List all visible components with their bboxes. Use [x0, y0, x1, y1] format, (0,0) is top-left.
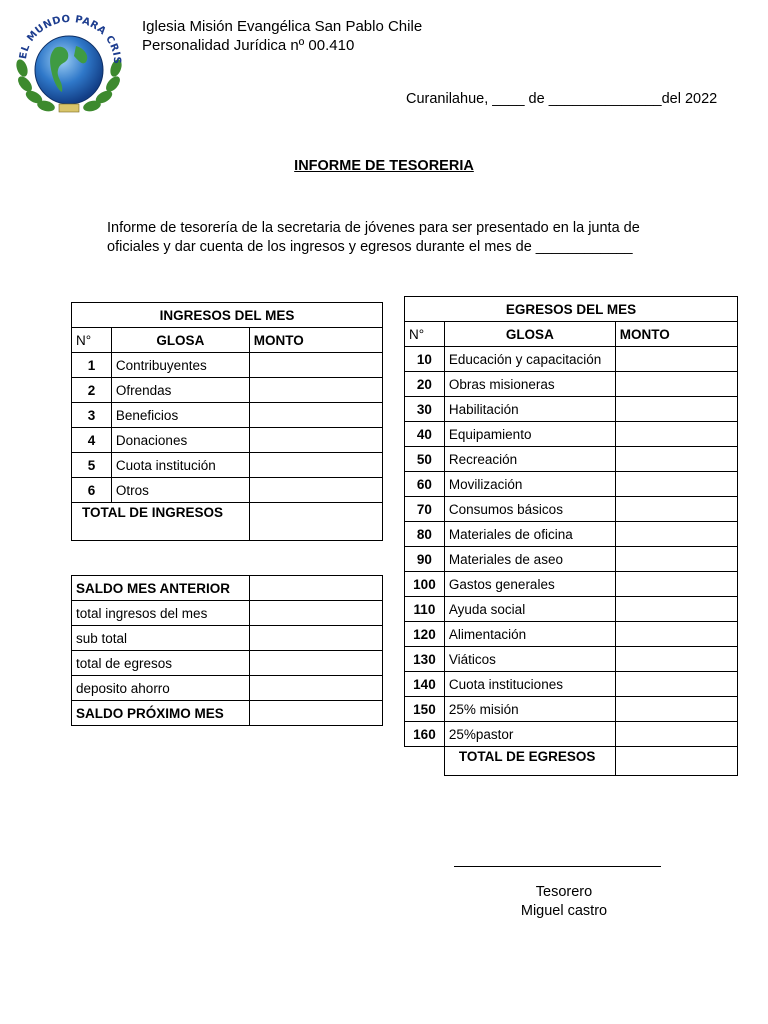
egresos-row-amount[interactable] [615, 722, 737, 747]
egresos-row-amount[interactable] [615, 597, 737, 622]
egresos-row-number: 40 [405, 422, 445, 447]
egresos-row [405, 522, 738, 547]
egresos-row-number: 160 [405, 722, 445, 747]
egresos-col-n: N° [405, 322, 445, 347]
egresos-row [405, 397, 738, 422]
egresos-row-glosa: Habilitación [444, 397, 615, 422]
egresos-row-number: 20 [405, 372, 445, 397]
ingresos-row [72, 453, 383, 478]
org-legal-id: Personalidad Jurídica nº 00.410 [142, 37, 355, 54]
saldo-row-label: total ingresos del mes [72, 601, 250, 626]
ingresos-title-row [72, 303, 383, 328]
egresos-row-glosa: Materiales de aseo [444, 547, 615, 572]
egresos-title: EGRESOS DEL MES [405, 297, 738, 322]
saldo-row [72, 626, 383, 651]
egresos-row-amount[interactable] [615, 647, 737, 672]
egresos-row-number: 130 [405, 647, 445, 672]
egresos-row [405, 647, 738, 672]
ingresos-row [72, 353, 383, 378]
saldo-row [72, 676, 383, 701]
egresos-row-amount[interactable] [615, 672, 737, 697]
signature-line [454, 866, 661, 867]
ingresos-row-glosa: Otros [111, 478, 249, 503]
egresos-total-amount[interactable] [615, 747, 737, 776]
egresos-row-number: 70 [405, 497, 445, 522]
ingresos-title: INGRESOS DEL MES [72, 303, 383, 328]
egresos-row [405, 372, 738, 397]
egresos-row [405, 447, 738, 472]
egresos-row-amount[interactable] [615, 347, 737, 372]
signature-role: Tesorero [535, 884, 593, 900]
egresos-row-amount[interactable] [615, 697, 737, 722]
egresos-row [405, 622, 738, 647]
egresos-row-number: 10 [405, 347, 445, 372]
ingresos-row-number: 2 [72, 378, 112, 403]
egresos-row-glosa: Ayuda social [444, 597, 615, 622]
saldo-row [72, 651, 383, 676]
egresos-row-number: 30 [405, 397, 445, 422]
egresos-row-glosa: 25% misión [444, 697, 615, 722]
egresos-title-row [405, 297, 738, 322]
egresos-row [405, 472, 738, 497]
egresos-col-glosa: GLOSA [444, 322, 615, 347]
egresos-row-glosa: Movilización [444, 472, 615, 497]
ingresos-col-glosa: GLOSA [111, 328, 249, 353]
egresos-total-row [405, 747, 738, 776]
ingresos-row [72, 478, 383, 503]
date-line: Curanilahue, ____ de ______________del 2022 [406, 91, 718, 107]
ingresos-row-amount[interactable] [249, 453, 382, 478]
egresos-header-row [405, 322, 738, 347]
egresos-row [405, 722, 738, 747]
saldo-row-label: SALDO MES ANTERIOR [72, 576, 250, 601]
ingresos-row-amount[interactable] [249, 428, 382, 453]
egresos-row-number: 150 [405, 697, 445, 722]
ingresos-col-n: N° [72, 328, 112, 353]
egresos-row [405, 347, 738, 372]
ingresos-col-monto: MONTO [249, 328, 382, 353]
saldo-row-amount[interactable] [249, 576, 382, 601]
ingresos-total-amount[interactable] [249, 503, 382, 541]
egresos-row-glosa: 25%pastor [444, 722, 615, 747]
ingresos-row-glosa: Cuota institución [111, 453, 249, 478]
saldo-row [72, 576, 383, 601]
ingresos-row-amount[interactable] [249, 378, 382, 403]
egresos-row-glosa: Viáticos [444, 647, 615, 672]
egresos-row-glosa: Obras misioneras [444, 372, 615, 397]
egresos-row-number: 50 [405, 447, 445, 472]
intro-paragraph [107, 219, 707, 257]
egresos-row [405, 697, 738, 722]
egresos-row-glosa: Recreación [444, 447, 615, 472]
egresos-row-number: 120 [405, 622, 445, 647]
ingresos-table [71, 302, 383, 541]
ingresos-row-number: 4 [72, 428, 112, 453]
saldo-row-amount[interactable] [249, 626, 382, 651]
egresos-row [405, 597, 738, 622]
saldo-row-amount[interactable] [249, 701, 382, 726]
ingresos-row-amount[interactable] [249, 478, 382, 503]
egresos-row-amount[interactable] [615, 447, 737, 472]
egresos-row-amount[interactable] [615, 397, 737, 422]
egresos-row-amount[interactable] [615, 497, 737, 522]
egresos-row-number: 110 [405, 597, 445, 622]
saldo-row-amount[interactable] [249, 676, 382, 701]
ingresos-row [72, 403, 383, 428]
egresos-row-number: 60 [405, 472, 445, 497]
ingresos-row-glosa: Donaciones [111, 428, 249, 453]
egresos-row-glosa: Alimentación [444, 622, 615, 647]
ingresos-row-number: 6 [72, 478, 112, 503]
saldo-row-amount[interactable] [249, 601, 382, 626]
saldo-row-amount[interactable] [249, 651, 382, 676]
egresos-row [405, 572, 738, 597]
ingresos-row-glosa: Contribuyentes [111, 353, 249, 378]
report-title: INFORME DE TESORERIA [294, 158, 474, 174]
egresos-table [404, 296, 738, 776]
egresos-row-amount[interactable] [615, 622, 737, 647]
egresos-row-glosa: Cuota instituciones [444, 672, 615, 697]
egresos-col-monto: MONTO [615, 322, 737, 347]
saldo-row [72, 601, 383, 626]
egresos-row [405, 547, 738, 572]
saldo-row-label: sub total [72, 626, 250, 651]
saldo-row-label: SALDO PRÓXIMO MES [72, 701, 250, 726]
ingresos-row-number: 1 [72, 353, 112, 378]
saldo-row [72, 701, 383, 726]
saldo-row-label: total de egresos [72, 651, 250, 676]
ingresos-row-number: 5 [72, 453, 112, 478]
egresos-total-label: TOTAL DE EGRESOS [444, 747, 615, 776]
ingresos-row-number: 3 [72, 403, 112, 428]
egresos-row-amount[interactable] [615, 472, 737, 497]
svg-text:EL MUNDO PARA CRISTO: EL MUNDO PARA CRIS [18, 13, 123, 65]
egresos-row [405, 422, 738, 447]
egresos-row-amount[interactable] [615, 522, 737, 547]
ingresos-row-glosa: Ofrendas [111, 378, 249, 403]
org-name: Iglesia Misión Evangélica San Pablo Chile [142, 18, 423, 35]
saldo-row-label: deposito ahorro [72, 676, 250, 701]
egresos-row [405, 672, 738, 697]
saldo-table [71, 575, 383, 726]
signature-name: Miguel castro [520, 903, 608, 919]
egresos-row-number: 90 [405, 547, 445, 572]
egresos-row-amount[interactable] [615, 422, 737, 447]
ingresos-row-glosa: Beneficios [111, 403, 249, 428]
egresos-row-number: 140 [405, 672, 445, 697]
ingresos-row [72, 378, 383, 403]
church-logo [10, 12, 128, 118]
ingresos-header-row [72, 328, 383, 353]
ingresos-row [72, 428, 383, 453]
egresos-row-number: 80 [405, 522, 445, 547]
egresos-row-glosa: Materiales de oficina [444, 522, 615, 547]
egresos-row-amount[interactable] [615, 547, 737, 572]
ingresos-total-row [72, 503, 383, 541]
egresos-row [405, 497, 738, 522]
egresos-row-glosa: Consumos básicos [444, 497, 615, 522]
ingresos-total-label: TOTAL DE INGRESOS [72, 503, 250, 541]
intro-line-1: Informe de tesorería de la secretaria de jóvenes para ser presentado en la junta de [107, 220, 640, 236]
egresos-row-number: 100 [405, 572, 445, 597]
egresos-row-amount[interactable] [615, 572, 737, 597]
ingresos-row-amount[interactable] [249, 403, 382, 428]
intro-line-2: oficiales y dar cuenta de los ingresos y egresos durante el mes de ____________ [107, 239, 633, 255]
egresos-row-amount[interactable] [615, 372, 737, 397]
egresos-total-spacer [405, 747, 445, 776]
egresos-row-glosa: Gastos generales [444, 572, 615, 597]
egresos-row-glosa: Equipamiento [444, 422, 615, 447]
egresos-row-glosa: Educación y capacitación [444, 347, 615, 372]
ingresos-row-amount[interactable] [249, 353, 382, 378]
